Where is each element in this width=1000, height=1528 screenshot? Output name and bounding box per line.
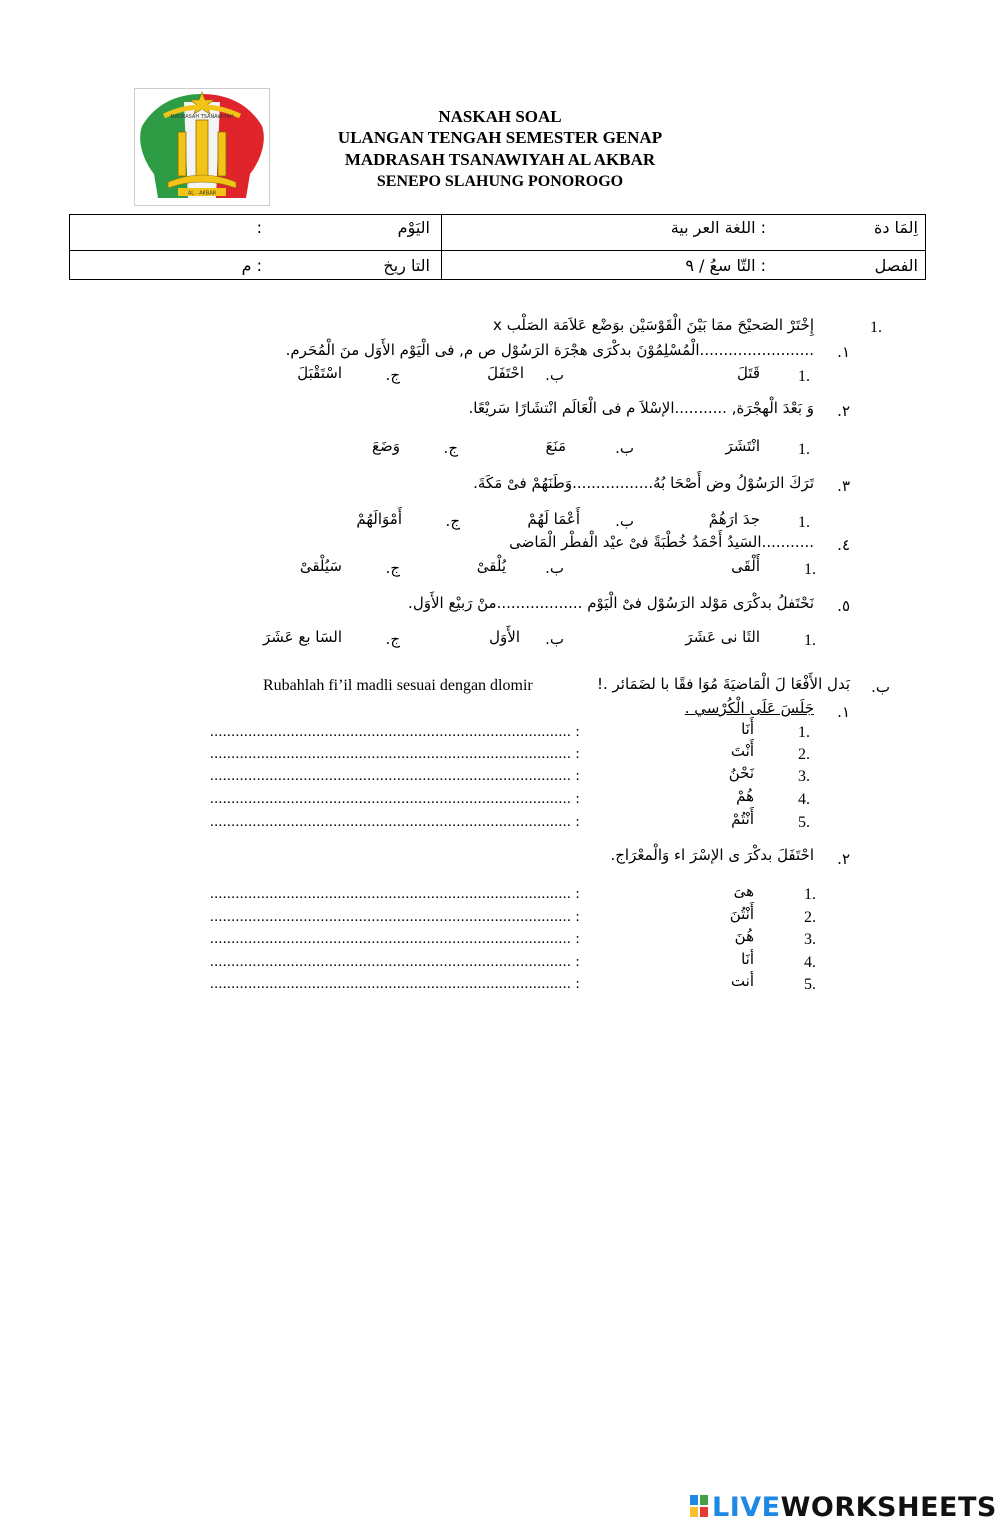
q2-opt-b-label: ب. [615, 439, 634, 457]
class-label: الفصل [874, 256, 918, 275]
section1-number: 1. [870, 319, 882, 336]
g2-number: ٢. [837, 850, 850, 868]
g1-number: ١. [837, 703, 850, 721]
q1-opt-b[interactable]: احْتَفَلَ [487, 364, 524, 382]
g1-item1-pronoun: أَنَا [741, 720, 754, 738]
g1-item4-num: 4. [798, 791, 810, 808]
g2-item3-pronoun: هُنَ [734, 927, 754, 945]
info-table [69, 214, 926, 280]
q3-opt-c-label: ج. [445, 512, 460, 530]
section2-instruction-latin: Rubahlah fi’il madli sesuai dengan dlomir [263, 677, 533, 694]
logo-text-bottom: AL - AKBAR [187, 190, 217, 197]
g1-item2-num: 2. [798, 746, 810, 763]
subject-value: : اللغة العر بية [670, 218, 766, 237]
q2-opt-a-label: 1. [798, 441, 810, 458]
g1-item5-num: 5. [798, 814, 810, 831]
q4-opt-a-label: 1. [804, 561, 816, 578]
doc-title: NASKAH SOAL [438, 107, 562, 126]
q1-text: ........................الْمُسْلِمُوْنَ بدكْرَى هجْرَة الرَسُوْل ص م, فى الْيَوْم الأَوَل منَ الْمُحَرم. [285, 341, 814, 359]
q5-opt-c-label: ج. [385, 630, 400, 648]
brand-prefix: LIVE [712, 1492, 781, 1523]
g2-item4-answer[interactable]: ..................................................................................... : [210, 954, 581, 970]
g1-item3-num: 3. [798, 768, 810, 785]
g2-sentence: احْتَفَلَ بدكْرَ ى الإسْرَ اء وَالْمعْرَاج. [610, 846, 814, 864]
q2-opt-b[interactable]: مَنَعَ [545, 437, 566, 455]
q2-opt-a[interactable]: انْتَشَرَ [725, 437, 760, 455]
q4-number: ٤. [837, 536, 850, 554]
q4-opt-c[interactable]: سَيُلْقىْ [299, 557, 342, 575]
q5-number: ٥. [837, 597, 850, 615]
q1-opt-b-label: ب. [545, 366, 564, 384]
brand-suffix: WORKSHEETS [780, 1492, 997, 1523]
section2-number: ب. [871, 678, 890, 696]
q2-opt-c[interactable]: وَضَعَ [372, 437, 400, 455]
g2-item3-num: 3. [804, 931, 816, 948]
q3-opt-a-label: 1. [798, 514, 810, 531]
q4-opt-c-label: ج. [385, 559, 400, 577]
date-value: : م [241, 256, 262, 275]
q2-number: ٢. [837, 402, 850, 420]
g1-item4-pronoun: هُمْ [736, 787, 754, 805]
g2-item1-pronoun: هىَ [733, 882, 754, 900]
logo-text-top: MADRASAH TSANAWIYAH [170, 114, 234, 120]
school-name: MADRASAH TSANAWIYAH AL AKBAR [344, 150, 656, 169]
q1-opt-a-label: 1. [798, 368, 810, 385]
g1-item1-num: 1. [798, 724, 810, 741]
school-logo [134, 88, 270, 206]
g1-item1-answer[interactable]: ..................................................................................... : [210, 724, 581, 740]
liveworksheets-icon [690, 1493, 710, 1519]
g2-item2-num: 2. [804, 909, 816, 926]
q4-opt-b[interactable]: يُلْقىْ [476, 557, 506, 575]
g1-item5-answer[interactable]: ..................................................................................... : [210, 814, 581, 830]
g2-item2-pronoun: أَنْتُنَ [729, 905, 754, 923]
q5-opt-c[interactable]: السَا بع عَشَرَ [263, 628, 342, 646]
g1-item5-pronoun: أَنْتُمْ [731, 810, 754, 828]
g1-item3-pronoun: نَحْنُ [728, 764, 754, 782]
date-label: التا ريخ [383, 256, 430, 275]
q5-opt-b-label: ب. [545, 630, 564, 648]
q5-opt-a[interactable]: الثَا نى عَشَرَ [685, 628, 760, 646]
q4-text: ...........السَيدُ أَحْمَدُ خُطْبَةً فىْ عيْد الْفطْر الْمَاضى [509, 533, 814, 551]
g2-item4-num: 4. [804, 954, 816, 971]
day-value: : [256, 218, 262, 237]
g2-item5-answer[interactable]: ..................................................................................... : [210, 976, 581, 992]
doc-subtitle: ULANGAN TENGAH SEMESTER GENAP [337, 128, 663, 147]
q2-opt-c-label: ج. [443, 439, 458, 457]
g2-item5-num: 5. [804, 976, 816, 993]
class-value: : التّا سعُ / ٩ [685, 256, 766, 275]
q3-opt-b-label: ب. [615, 512, 634, 530]
q1-opt-c-label: ج. [385, 366, 400, 384]
q1-number: ١. [837, 343, 850, 361]
q2-text: وَ بَعْدَ الْهجْرَة, ...........الإسْلاَ م فى الْعَالَم انْتشَارًا سَريْعًا. [468, 399, 814, 417]
section2-instruction-ar: بَدل الأَفْعَا لَ الْمَاضيَةَ مُوَا فقًا با لضَمَائر .! [596, 675, 850, 693]
subject-label: اِلمَا دة [873, 218, 918, 237]
day-label: اليَوْم [397, 218, 430, 237]
q5-opt-a-label: 1. [804, 632, 816, 649]
q3-text: تَرَكَ الرَسُوْلُ وض أَصْحَا بُهُ.................وَطَنَهُمْ فىْ مَكَةَ. [473, 474, 814, 492]
g1-item2-pronoun: أَنْتَ [730, 742, 754, 760]
g1-sentence: جَلَسَ عَلَى الْكُرْسي . [684, 699, 814, 717]
q3-opt-c[interactable]: أَمْوَالَهُمْ [356, 510, 402, 528]
section1-instruction: إِخْتَرْ الصَحيْحَ ممَا بَيْنَ الْقَوْسَيْن بوَضْع عَلاَمَة الصَلْب x [493, 316, 814, 334]
g2-item2-answer[interactable]: ..................................................................................... : [210, 909, 581, 925]
g2-item1-answer[interactable]: ..................................................................................... : [210, 886, 581, 902]
g2-item5-pronoun: أنت [730, 972, 754, 990]
q1-opt-c[interactable]: اسْتَقْبَلَ [297, 364, 342, 382]
q4-opt-b-label: ب. [545, 559, 564, 577]
liveworksheets-logo[interactable] [690, 1492, 997, 1523]
q4-opt-a[interactable]: أَلْقَى [731, 557, 760, 575]
q5-opt-b[interactable]: الأَوَل [489, 628, 520, 646]
g2-item1-num: 1. [804, 886, 816, 903]
q3-opt-b[interactable]: أَعْمَا لَهُمْ [527, 510, 580, 528]
g2-item3-answer[interactable]: ..................................................................................... : [210, 931, 581, 947]
g1-item2-answer[interactable]: ..................................................................................... : [210, 746, 581, 762]
g1-item4-answer[interactable]: ..................................................................................... : [210, 791, 581, 807]
q5-text: نَحْتَفلُ بدكْرَى مَوْلد الرَسُوْل فىْ الْيَوْم ..................منْ رَبيْع الأَوَل. [408, 594, 814, 612]
school-address: SENEPO SLAHUNG PONOROGO [376, 173, 624, 190]
g2-item4-pronoun: أنَا [741, 950, 754, 968]
q3-number: ٣. [837, 477, 850, 495]
g1-item3-answer[interactable]: ..................................................................................... : [210, 768, 581, 784]
q1-opt-a[interactable]: قَتَلَ [736, 364, 760, 382]
q3-opt-a[interactable]: جدَ ارَهُمْ [708, 510, 760, 528]
